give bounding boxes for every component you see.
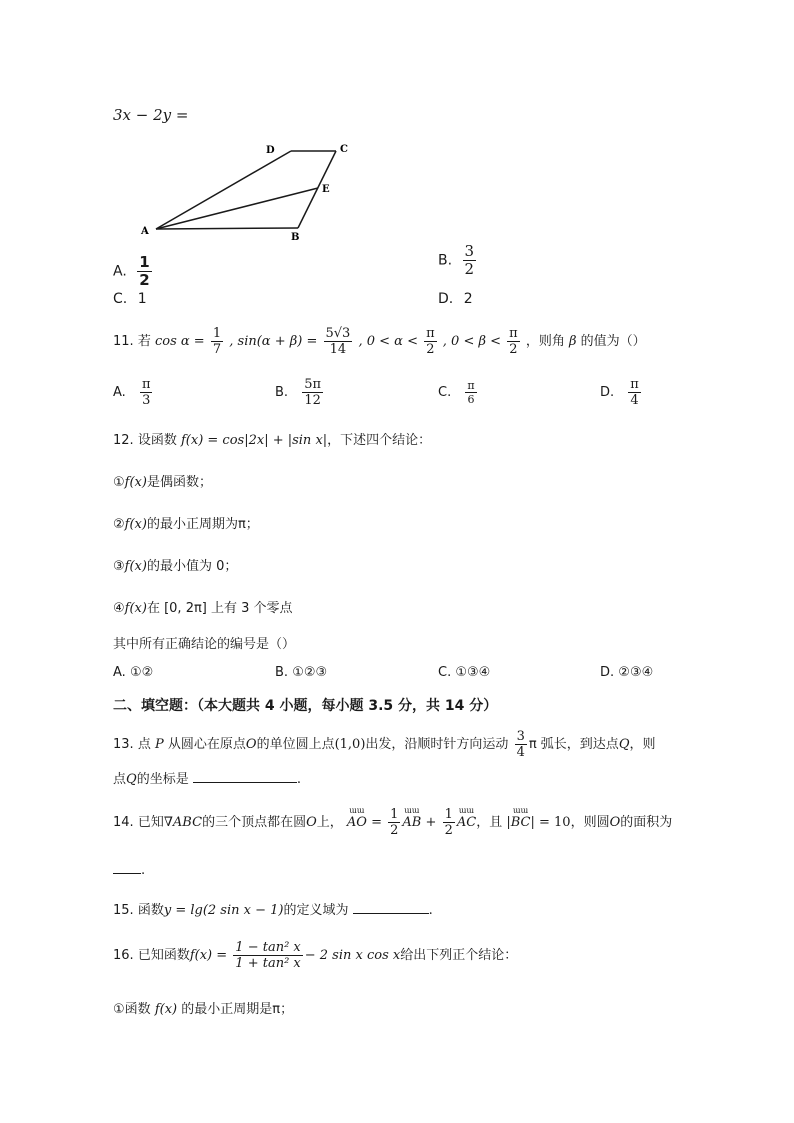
label-A: A xyxy=(141,226,149,237)
label-C: C xyxy=(340,144,348,155)
q12-option-b[interactable]: B. ①②③ xyxy=(275,665,328,680)
section-heading-fill-in: 二、填空题：（本大题共 4 小题，每小题 3.5 分，共 14 分） xyxy=(113,698,498,714)
q12-option-d[interactable]: D. ②③④ xyxy=(600,665,654,680)
q12-statement-1: ①f(x)是偶函数； xyxy=(113,475,212,490)
q14-answer-blank[interactable] xyxy=(113,873,141,874)
q12-option-a[interactable]: A. ①② xyxy=(113,665,154,680)
q15-stem: 15. 函数y = lg(2 sin x − 1)的定义域为 . xyxy=(113,903,433,918)
q16-statement-1: ①函数 f(x) 的最小正周期是π； xyxy=(113,1002,294,1017)
segment-AD xyxy=(156,151,291,229)
segment-CB xyxy=(298,151,336,228)
q13-answer-blank[interactable] xyxy=(193,782,297,783)
q11-option-b[interactable]: B. $\frac{5\pi}{12}$ xyxy=(275,377,322,408)
segment-AB xyxy=(156,228,298,229)
q11-stem: 11. 若 cos α = $\frac{1}{7}$ , sin(α + β) = $\frac{5√3}{14}$ , 0 < α < $\frac{\pi}{2}$ , 0 < β < $\frac{\pi}{2}$ ，则角 β 的值为（） xyxy=(113,326,646,357)
q11-option-d[interactable]: D. $\frac{\pi}{4}$ xyxy=(600,377,639,408)
q12-option-c[interactable]: C. ①③④ xyxy=(438,665,491,680)
q12-statement-4: ④f(x)在 [0, 2π] 上有 3 个零点 xyxy=(113,601,293,616)
q14-answer-line: . xyxy=(113,863,145,878)
q14-stem: 14. 已知∇ABC的三个顶点都在圆O上， ɯɯ AO = $\frac{1}{2}$ ɯɯ AB + $\frac{1}{2}$ ɯɯ AC，且 | ɯɯ BC| = 10，则圆O的面积为 xyxy=(113,806,673,838)
q11-option-c[interactable]: C. $\frac{\pi}{6}$ xyxy=(438,379,475,406)
q10-option-c[interactable]: C. 1 xyxy=(113,291,147,307)
q12-statement-2: ②f(x)的最小正周期为π； xyxy=(113,517,259,532)
q11-option-a[interactable]: A. $\frac{\pi}{3}$ xyxy=(113,377,151,408)
label-B: B xyxy=(291,232,300,243)
q13-stem-line2: 点Q的坐标是 . xyxy=(113,772,301,787)
q10-option-a[interactable]: A. $\frac{1}{2}$ xyxy=(113,253,150,289)
q13-stem-line1: 13. 点 P 从圆心在原点O的单位圆上点(1,0)出发，沿顺时针方向运动 $\frac{3}{4}$ π 弧长，到达点Q，则 xyxy=(113,729,656,760)
q12-question: 其中所有正确结论的编号是（） xyxy=(113,637,296,652)
q10-option-d[interactable]: D. 2 xyxy=(438,291,473,307)
q16-stem: 16. 已知函数f(x) = $\frac{\text{1 − tan² x}}{\text{1 + tan² x}}$ − 2 sin x cos x给出下列正个结论： xyxy=(113,940,518,971)
label-D: D xyxy=(266,145,275,156)
label-E: E xyxy=(322,184,330,195)
q10-expression: 3x − 2y = xyxy=(113,106,189,124)
segment-AE xyxy=(156,188,318,229)
q10-option-b[interactable]: B. $\frac{3}{2}$ xyxy=(438,242,475,278)
q12-stem: 12. 设函数 f(x) = cos|2x| + |sin x|，下述四个结论： xyxy=(113,433,432,448)
q15-answer-blank[interactable] xyxy=(353,913,429,914)
q12-statement-3: ③f(x)的最小值为 0； xyxy=(113,559,238,574)
q10-parallelogram-figure xyxy=(138,138,363,248)
